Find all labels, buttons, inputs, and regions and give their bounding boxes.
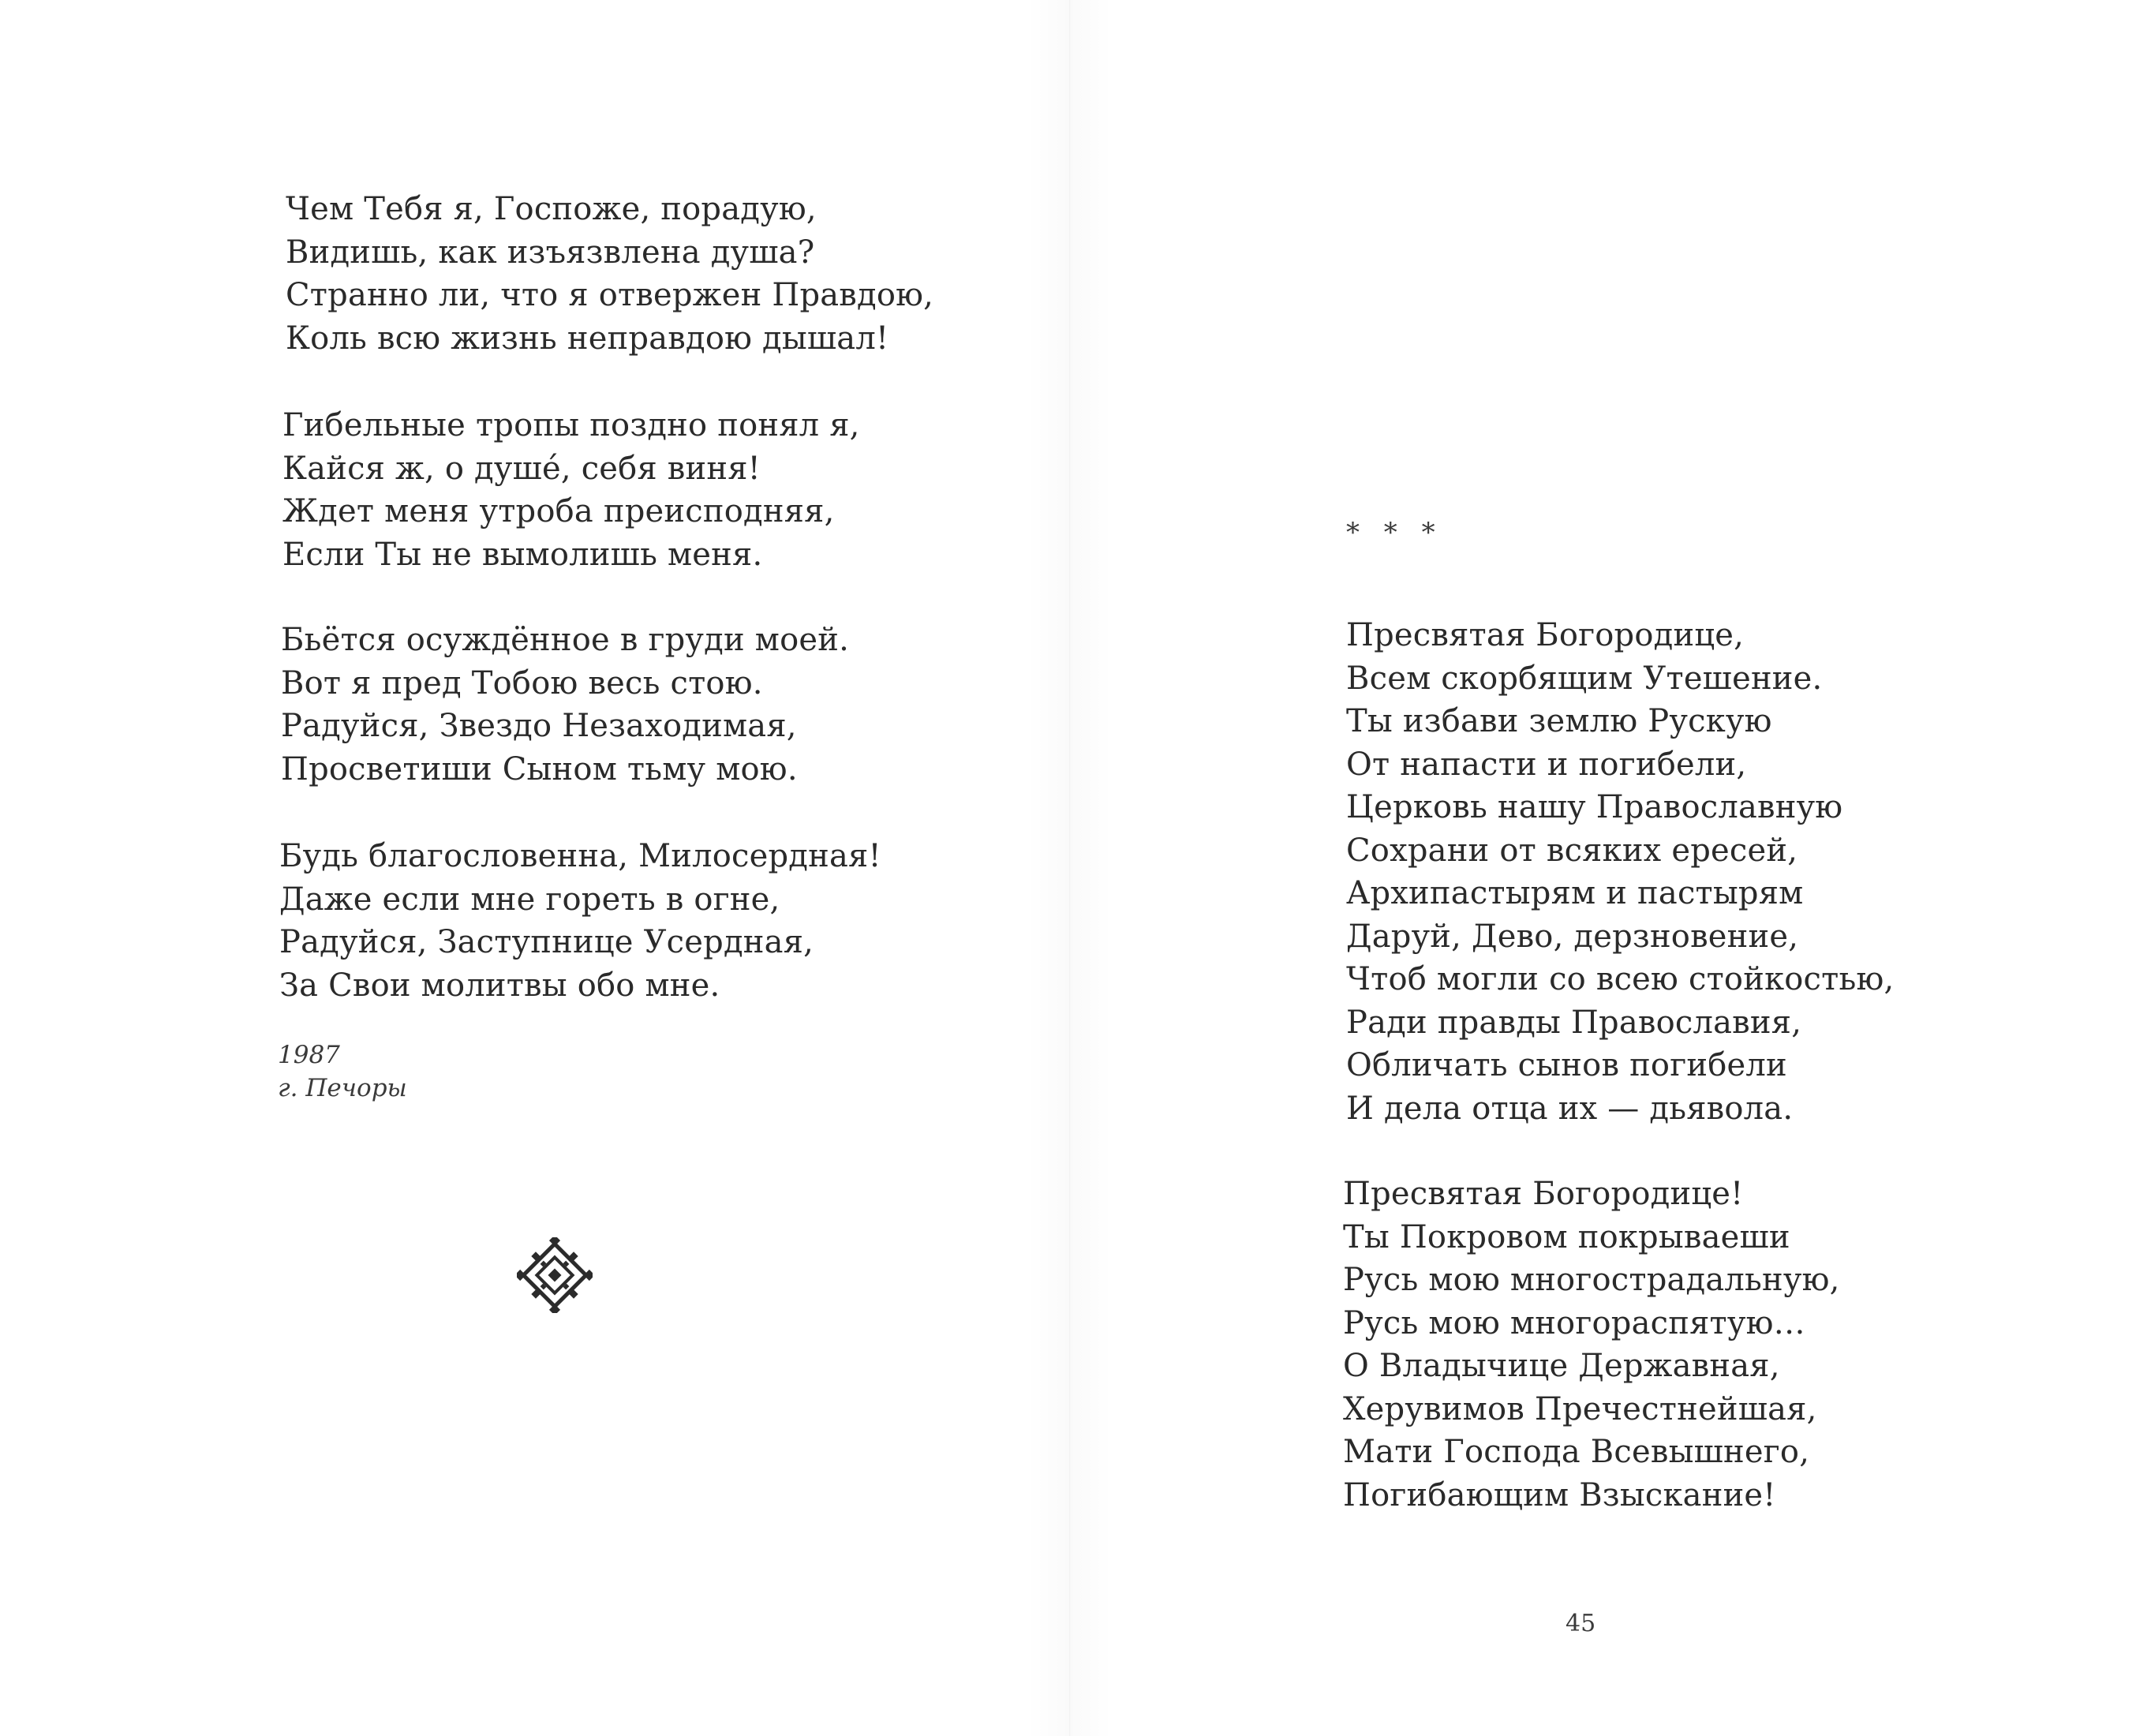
poem-place: г. Печоры [278,1074,407,1102]
verse-line: Даже если мне гореть в огне, [279,881,780,918]
verse-line: Ради правды Православия, [1346,1004,1802,1041]
verse-line: Ждет меня утроба преисподняя, [282,493,835,529]
verse-line: За Свои молитвы обо мне. [279,967,720,1004]
verse-line: И дела отца их — дьявола. [1346,1090,1794,1127]
verse-line: Коль всю жизнь неправдою дышал! [286,320,889,357]
folk-ornament-rhombus-icon [517,1237,593,1313]
verse-line: Херувимов Пречестнейшая, [1343,1390,1817,1427]
stanza-5 [1346,614,1894,1130]
verse-line: Если Ты не вымолишь меня. [282,536,763,573]
stanza-6 [1343,1173,1840,1517]
verse-line: Пресвятая Богородице, [1346,617,1745,653]
verse-line: Чем Тебя я, Госпоже, порадую, [286,191,817,227]
poem-dateline [278,1038,407,1105]
verse-line: О Владычице Державная, [1343,1348,1780,1384]
verse-line: Гибельные тропы поздно понял я, [282,407,860,443]
verse-line: Видишь, как изъязвлена душа? [286,234,815,271]
verse-line: Ты Покровом покрываеши [1343,1218,1790,1255]
stanza-2 [282,404,860,576]
verse-line: Обличать сынов погибели [1346,1047,1787,1083]
stanza-4 [279,835,881,1007]
verse-line: Радуйся, Звездо Незаходимая, [281,708,797,744]
verse-line: Вот я пред Тобою весь стою. [281,664,763,702]
verse-line: Ты избави землю Рускую [1346,703,1772,739]
verse-line: Архипастырям и пастырям [1346,875,1804,911]
verse-line: Странно ли, что я отвержен Правдою, [286,277,934,313]
stanza-3 [281,619,849,791]
poem-date: 1987 [278,1041,340,1069]
poem-separator: * * * [1346,517,1443,548]
verse-line: Радуйся, Заступнице Усердная, [279,924,814,960]
verse-line: Чтоб могли со всею стойкостью, [1346,961,1895,997]
stanza-1 [286,188,933,360]
verse-line: Пресвятая Богородице! [1343,1176,1744,1212]
verse-line: Русь мою многораспятую… [1343,1304,1805,1341]
verse-line: Церковь нашу Православную [1346,789,1843,825]
verse-line: Русь мою многострадальную, [1343,1262,1840,1298]
verse-line: Бьётся осуждённое в груди моей. [281,622,850,658]
page-number: 45 [1566,1610,1596,1637]
verse-line: От напасти и погибели, [1346,746,1747,783]
verse-line: Всем скорбящим Утешение. [1346,660,1823,697]
verse-line: Просветиши Сыном тьму мою. [281,750,798,788]
verse-line: Мати Господа Всевышнего, [1343,1434,1810,1470]
verse-line: Кайся ж, о душе́, себя виня! [282,450,761,487]
verse-line: Даруй, Дево, дерзновение, [1346,918,1799,955]
verse-line: Погибающим Взыскание! [1343,1476,1776,1513]
verse-line: Сохрани от всяких ересей, [1346,832,1798,869]
verse-line: Будь благословенна, Милосердная! [279,838,881,874]
